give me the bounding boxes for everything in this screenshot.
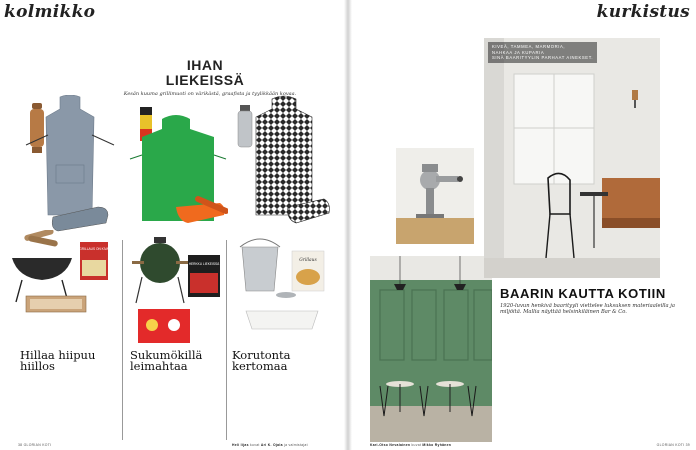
- credit-photographer: Ari K. Ojala: [260, 443, 283, 447]
- window-icon: [514, 74, 594, 184]
- column-3-title-line-2: kertomaa: [232, 359, 288, 373]
- section-kicker-right: kurkistus: [596, 2, 690, 22]
- book-cover-2-text: HERKKU LIEKEISSÄ: [188, 262, 220, 266]
- column-1-title-line-1: Hillaa hiipuu: [20, 348, 96, 362]
- credit-role: kuvat: [250, 443, 260, 447]
- patterned-apron-icon: [256, 96, 312, 215]
- wooden-tray-icon: [26, 296, 86, 312]
- column-1-body: [20, 374, 116, 436]
- right-page-number: GLORIAN KOTI 39: [656, 443, 690, 447]
- right-page-credits: [370, 443, 451, 447]
- book-cover-1-text: GRILLAUS ON KIVA: [79, 247, 109, 251]
- photo-caption-line-2: NAHKAA JA KUPARIA: [492, 49, 545, 55]
- column-2-title: [130, 350, 222, 372]
- product-group-2-photo: [128, 95, 228, 240]
- article-deck: 1920-luvun henkivä baarityyli viettelee luksuksen materiaaleilla ja miljöitä. Mallia näyttää helsinkiläinen Bar & Co.: [500, 303, 675, 316]
- column-2-title-line-2: leimahtaa: [130, 359, 188, 373]
- product-group-1-photo: [18, 95, 118, 240]
- white-tray-icon: [246, 311, 318, 329]
- kamado-grill-icon: [132, 237, 188, 303]
- intro-text-column: [396, 44, 474, 144]
- product-group-3-photo: [232, 95, 332, 240]
- grill-book-icon: [79, 242, 109, 280]
- column-divider-2: [226, 240, 227, 440]
- book-grillaus-icon: [292, 251, 324, 291]
- column-3-body: [232, 374, 332, 436]
- credit-photographer-right: Mikko Ryhänen: [422, 443, 452, 447]
- page-headline: [150, 58, 260, 88]
- white-bar-interior-photo: [484, 38, 660, 278]
- column-1-title: [20, 350, 116, 372]
- product-group-1b-photo: [8, 230, 118, 340]
- page-gutter: [344, 0, 352, 450]
- article-body: [500, 330, 690, 434]
- column-3-title: [232, 350, 332, 372]
- steel-mill-icon: [238, 105, 252, 147]
- photo-caption: [488, 42, 597, 63]
- credit-role-right: kuvat: [411, 443, 422, 447]
- section-kicker: kolmikko: [4, 2, 96, 22]
- left-page-credits: [232, 443, 308, 447]
- credit-suffix: ja valmistajat: [284, 443, 308, 447]
- fire-bowl-icon: [12, 258, 72, 302]
- photo-caption-line-3: SINÄ BAARITYYLIN PARHAAT AINEKSET.: [492, 55, 594, 61]
- column-2-title-line-1: Sukumökillä: [130, 348, 203, 362]
- column-divider-1: [122, 240, 123, 440]
- article-title: BAARIN KAUTTA KOTIIN: [500, 286, 666, 301]
- column-1-title-line-2: hiillos: [20, 359, 55, 373]
- product-group-2b-photo: [128, 225, 228, 345]
- pepper-mill-icon: [30, 103, 44, 153]
- book-herkku-icon: [188, 255, 220, 297]
- firewood-icon: [24, 230, 59, 247]
- credit-writer: Kari-Otso Nevalainen: [370, 443, 411, 447]
- headline-line-2: LIEKEISSÄ: [165, 72, 245, 88]
- book-cover-3-text: Grillaus: [299, 258, 317, 263]
- patterned-tray-icon: [138, 309, 190, 343]
- green-bar-room-photo: [370, 256, 492, 442]
- column-2-body: [130, 374, 222, 436]
- column-3-title-line-1: Korutonta: [232, 348, 291, 362]
- left-page-number: 38 GLORIAN KOTI: [18, 443, 52, 447]
- headline-line-1: IHAN: [186, 57, 224, 73]
- leather-bench-icon: [602, 178, 660, 228]
- credit-editor: Heli Iijas: [232, 443, 249, 447]
- meat-grinder-photo: [396, 148, 474, 244]
- product-group-3b-photo: [232, 225, 332, 345]
- steel-bucket-icon: [240, 239, 296, 298]
- right-page: [348, 0, 696, 450]
- page-deck: Kesän kuuma grillimuoti on värikästä, graafista ja tyylikkään kovaa.: [123, 91, 297, 97]
- photo-caption-line-1: KIVEÄ, TAMMEA, MARMORIA,: [492, 44, 566, 49]
